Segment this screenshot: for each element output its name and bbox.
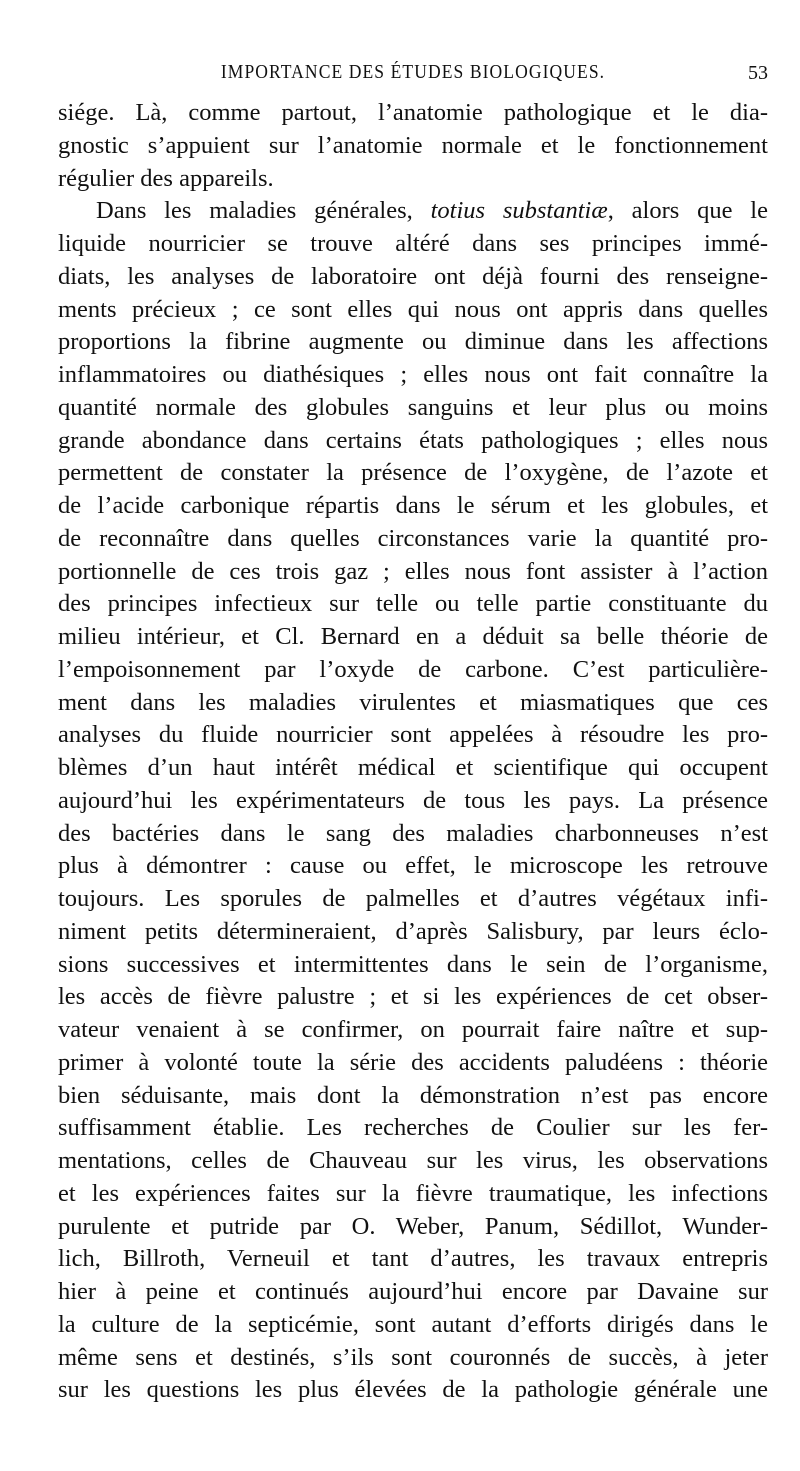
text-line: l’empoisonnement par l’oxyde de carbone. C’est particulière- (58, 655, 768, 683)
running-head (58, 62, 768, 92)
text-line: de reconnaître dans quelles circonstances varie la quantité pro- (58, 524, 768, 552)
text-line: siége. Là, comme partout, l’anatomie pathologique et le dia- (58, 99, 768, 126)
text-line: hier à peine et continués aujourd’hui encore par Davaine sur (58, 1278, 768, 1305)
text-line: portionnelle de ces trois gaz ; elles nous font assister à l’action (58, 557, 768, 585)
text-line: purulente et putride par O. Weber, Panum, Sédillot, Wunder- (58, 1212, 768, 1240)
text-line: grande abondance dans certains états pathologiques ; elles nous (58, 426, 768, 454)
text-line: ment dans les maladies virulentes et miasmatiques que ces (58, 688, 768, 716)
text-line: gnostic s’appuient sur l’anatomie normale et le fonctionnement (58, 131, 768, 159)
text-line: inflammatoires ou diathésiques ; elles nous ont fait connaître la (58, 361, 768, 388)
text-line: sions successives et intermittentes dans le sein de l’organisme, (58, 950, 768, 978)
text-line: mentations, celles de Chauveau sur les virus, les observations (58, 1147, 768, 1174)
text-line: des bactéries dans le sang des maladies charbonneuses n’est (58, 819, 768, 847)
text-line: la culture de la septicémie, sont autant d’efforts dirigés dans le (58, 1310, 768, 1338)
text-line: toujours. Les sporules de palmelles et d’autres végétaux infi- (58, 885, 768, 912)
text-line: milieu intérieur, et Cl. Bernard en a déduit sa belle théorie de (58, 623, 768, 650)
text-line: permettent de constater la présence de l’oxygène, de l’azote et (58, 459, 768, 487)
text-line: lich, Billroth, Verneuil et tant d’autres, les travaux entrepris (58, 1245, 768, 1273)
page-number: 53 (748, 62, 768, 84)
text-line: blèmes d’un haut intérêt médical et scientifique qui occupent (58, 754, 768, 781)
text-line: ments précieux ; ce sont elles qui nous ont appris dans quelles (58, 295, 768, 323)
text-line: de l’acide carbonique répartis dans le sérum et les globules, et (58, 492, 768, 519)
text-line: primer à volonté toute la série des accidents paludéens : théorie (58, 1048, 768, 1076)
text-line: aujourd’hui les expérimentateurs de tous les pays. La présence (58, 786, 768, 814)
text-span: , alors que le (607, 197, 768, 225)
text-line: suffisamment établie. Les recherches de Coulier sur les fer- (58, 1114, 768, 1142)
text-line: plus à démontrer : cause ou effet, le microscope les retrouve (58, 852, 768, 880)
text-line: proportions la fibrine augmente ou diminue dans les affections (58, 328, 768, 356)
text-line: diats, les analyses de laboratoire ont déjà fourni des renseigne- (58, 262, 768, 290)
text-line: régulier des appareils. (58, 164, 274, 192)
text-line: bien séduisante, mais dont la démonstration n’est pas encore (58, 1081, 768, 1109)
text-line: des principes infectieux sur telle ou telle partie constituante du (58, 590, 768, 618)
text-line: analyses du fluide nourricier sont appelées à résoudre les pro- (58, 721, 768, 749)
text-line: niment petits détermineraient, d’après Salisbury, par leurs éclo- (58, 917, 768, 945)
text-line: liquide nourricier se trouve altéré dans ses principes immé- (58, 230, 768, 257)
text-line (58, 195, 768, 228)
running-title: IMPORTANCE DES ÉTUDES BIOLOGIQUES. (220, 62, 606, 83)
text-line: et les expériences faites sur la fièvre traumatique, les infections (58, 1179, 768, 1207)
text-line: même sens et destinés, s’ils sont couronnés de succès, à jeter (58, 1343, 768, 1371)
text-line: quantité normale des globules sanguins et leur plus ou moins (58, 393, 768, 421)
text-line: vateur venaient à se confirmer, on pourrait faire naître et sup- (58, 1016, 768, 1043)
body-text (58, 97, 768, 1407)
latin-phrase: totius substantiæ (430, 197, 608, 225)
text-line: les accès de fièvre palustre ; et si les expériences de cet obser- (58, 983, 768, 1011)
text-line: sur les questions les plus élevées de la pathologie générale une (58, 1376, 768, 1404)
text-span: Dans les maladies générales, (96, 197, 413, 225)
